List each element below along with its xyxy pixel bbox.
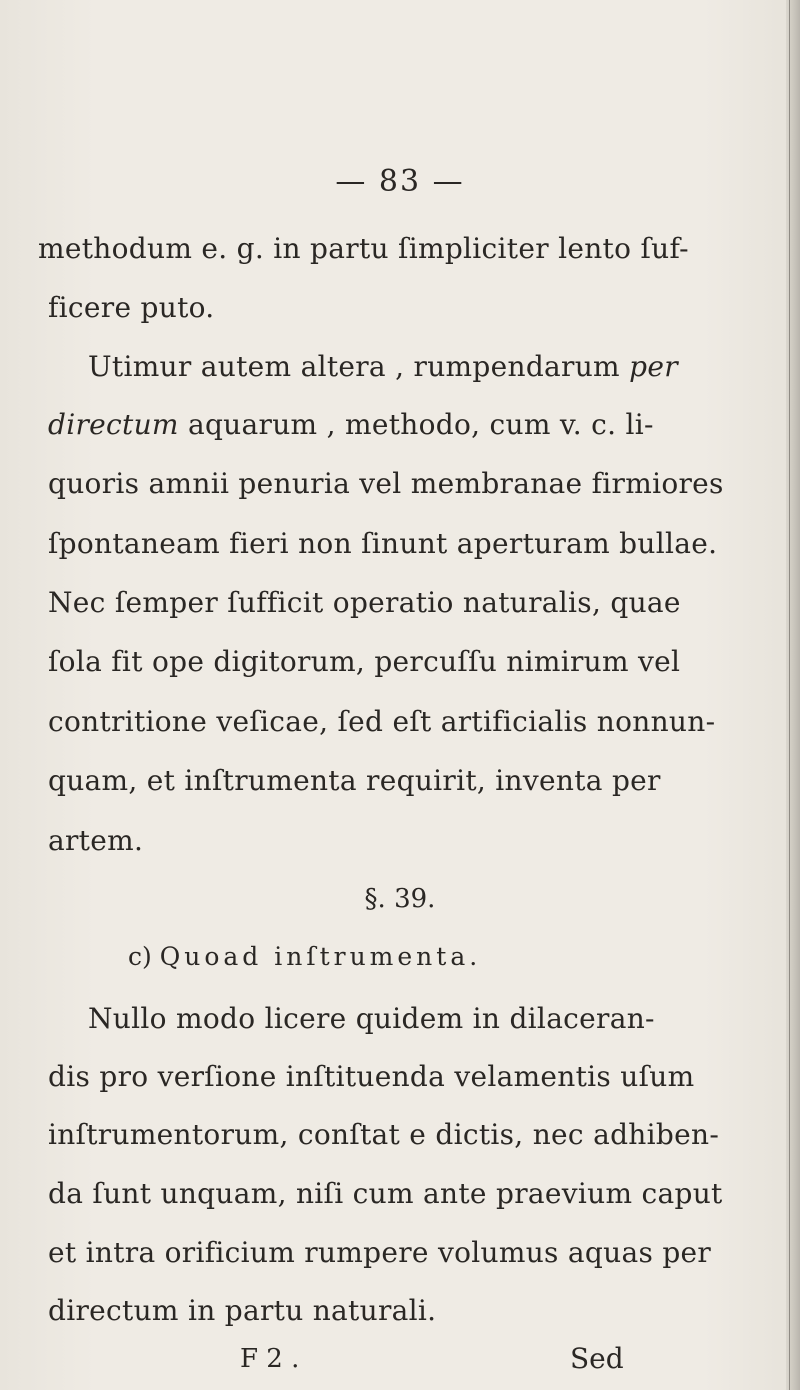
text-span: Utimur autem altera , rumpendarum — [88, 350, 620, 383]
text-line: contritione veſicae, ſed eſt artificialis nonnun- — [48, 705, 716, 738]
text-line: da ſunt unquam, niſi cum ante praevium caput — [48, 1177, 723, 1210]
text-line: methodum e. g. in partu ſimpliciter lento ſuf- — [38, 232, 689, 265]
text-line: Nullo modo licere quidem in dilaceran- — [88, 1002, 655, 1035]
text-line: quoris amnii penuria vel membranae firmiores — [48, 467, 724, 500]
italic-span: per — [629, 350, 678, 383]
text-line: et intra orificium rumpere volumus aquas per — [48, 1236, 712, 1269]
text-line: ſpontaneam fieri non ſinunt aperturam bullae. — [48, 527, 718, 560]
section-title-prefix: c) — [128, 942, 152, 971]
text-line: Nec ſemper ſufficit operatio naturalis, quae — [48, 586, 681, 619]
text-line: directum in partu naturali. — [48, 1294, 437, 1327]
text-line: dis pro verſione inſtituenda velamentis uſum — [48, 1060, 695, 1093]
page-number-header: — 83 — — [335, 164, 465, 199]
italic-span: directum — [48, 408, 179, 441]
page-edge-line — [789, 0, 790, 1390]
section-title — [128, 942, 481, 971]
text-line: quam, et inſtrumenta requirit, inventa per — [48, 764, 661, 797]
catchword: Sed — [570, 1342, 624, 1375]
text-line: inſtrumentorum, conſtat e dictis, nec adhiben- — [48, 1118, 720, 1151]
text-line — [88, 350, 678, 383]
text-line: ficere puto. — [48, 291, 215, 324]
section-title-text: Quoad inſtrumenta. — [159, 942, 482, 971]
text-line: ſola fit ope digitorum, percuſſu nimirum vel — [48, 645, 681, 678]
text-line — [48, 408, 654, 441]
section-number: §. 39. — [364, 884, 436, 914]
text-span: aquarum , methodo, cum v. c. li- — [187, 408, 654, 441]
signature-mark: F 2 . — [240, 1344, 300, 1374]
text-line: artem. — [48, 824, 144, 857]
